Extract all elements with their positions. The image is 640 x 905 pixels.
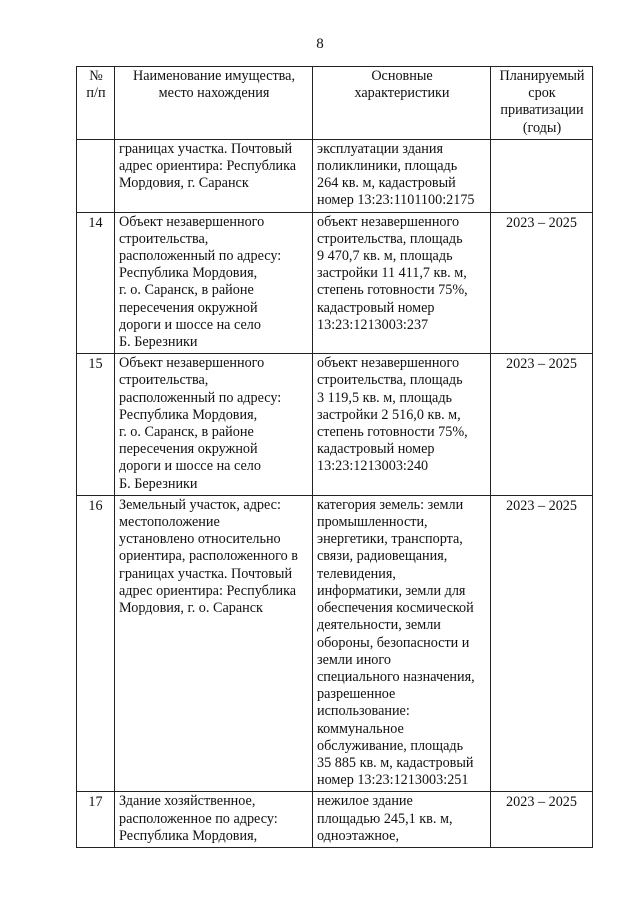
row-number: 16: [77, 495, 115, 791]
property-name: Объект незавершенного строительства, расположенный по адресу: Республика Мордовия, г. о. Саранск, в районе пересечения окружной дороги и шоссе на село Б. Березники: [115, 212, 313, 354]
table-row: [77, 495, 593, 791]
table-header-row: [77, 67, 593, 140]
property-characteristics: категория земель: земли промышленности, энергетики, транспорта, связи, радиовещания, телевидения, информатики, земли для обеспечения космической деятельности, земли обороны, безопасности и земли иного специального назначения, разрешенное использование: коммунальное обслуживание, площадь 35 885 кв. м, кадастровый номер 13:23:1213003:251: [313, 495, 491, 791]
property-characteristics: нежилое здание площадью 245,1 кв. м, одноэтажное,: [313, 792, 491, 848]
property-characteristics: эксплуатации здания поликлиники, площадь 264 кв. м, кадастровый номер 13:23:1101100:2175: [313, 139, 491, 212]
table-row: [77, 792, 593, 848]
row-number: [77, 139, 115, 212]
property-name: Объект незавершенного строительства, расположенный по адресу: Республика Мордовия, г. о. Саранск, в районе пересечения окружной дороги и шоссе на село Б. Березники: [115, 354, 313, 496]
table-row: [77, 139, 593, 212]
property-characteristics: объект незавершенного строительства, площадь 9 470,7 кв. м, площадь застройки 11 411,7 кв. м, степень готовности 75%, кадастровый номер 13:23:1213003:237: [313, 212, 491, 354]
header-term: Планируемый срок приватизации (годы): [491, 67, 593, 140]
privatization-term: [491, 139, 593, 212]
privatization-term: 2023 – 2025: [491, 212, 593, 354]
table-row: [77, 354, 593, 496]
table-row: [77, 212, 593, 354]
header-num: № п/п: [77, 67, 115, 140]
header-name: Наименование имущества, место нахождения: [115, 67, 313, 140]
property-name: Здание хозяйственное, расположенное по адресу: Республика Мордовия,: [115, 792, 313, 848]
property-name: Земельный участок, адрес: местоположение установлено относительно ориентира, расположенного в границах участка. Почтовый адрес ориентира: Республика Мордовия, г. о. Саранск: [115, 495, 313, 791]
page-number: 8: [316, 36, 324, 52]
property-table: [76, 66, 593, 848]
privatization-term: 2023 – 2025: [491, 792, 593, 848]
privatization-term: 2023 – 2025: [491, 354, 593, 496]
property-characteristics: объект незавершенного строительства, площадь 3 119,5 кв. м, площадь застройки 2 516,0 кв. м, степень готовности 75%, кадастровый номер 13:23:1213003:240: [313, 354, 491, 496]
row-number: 14: [77, 212, 115, 354]
row-number: 17: [77, 792, 115, 848]
header-characteristics: Основные характеристики: [313, 67, 491, 140]
privatization-term: 2023 – 2025: [491, 495, 593, 791]
property-name: границах участка. Почтовый адрес ориентира: Республика Мордовия, г. Саранск: [115, 139, 313, 212]
row-number: 15: [77, 354, 115, 496]
